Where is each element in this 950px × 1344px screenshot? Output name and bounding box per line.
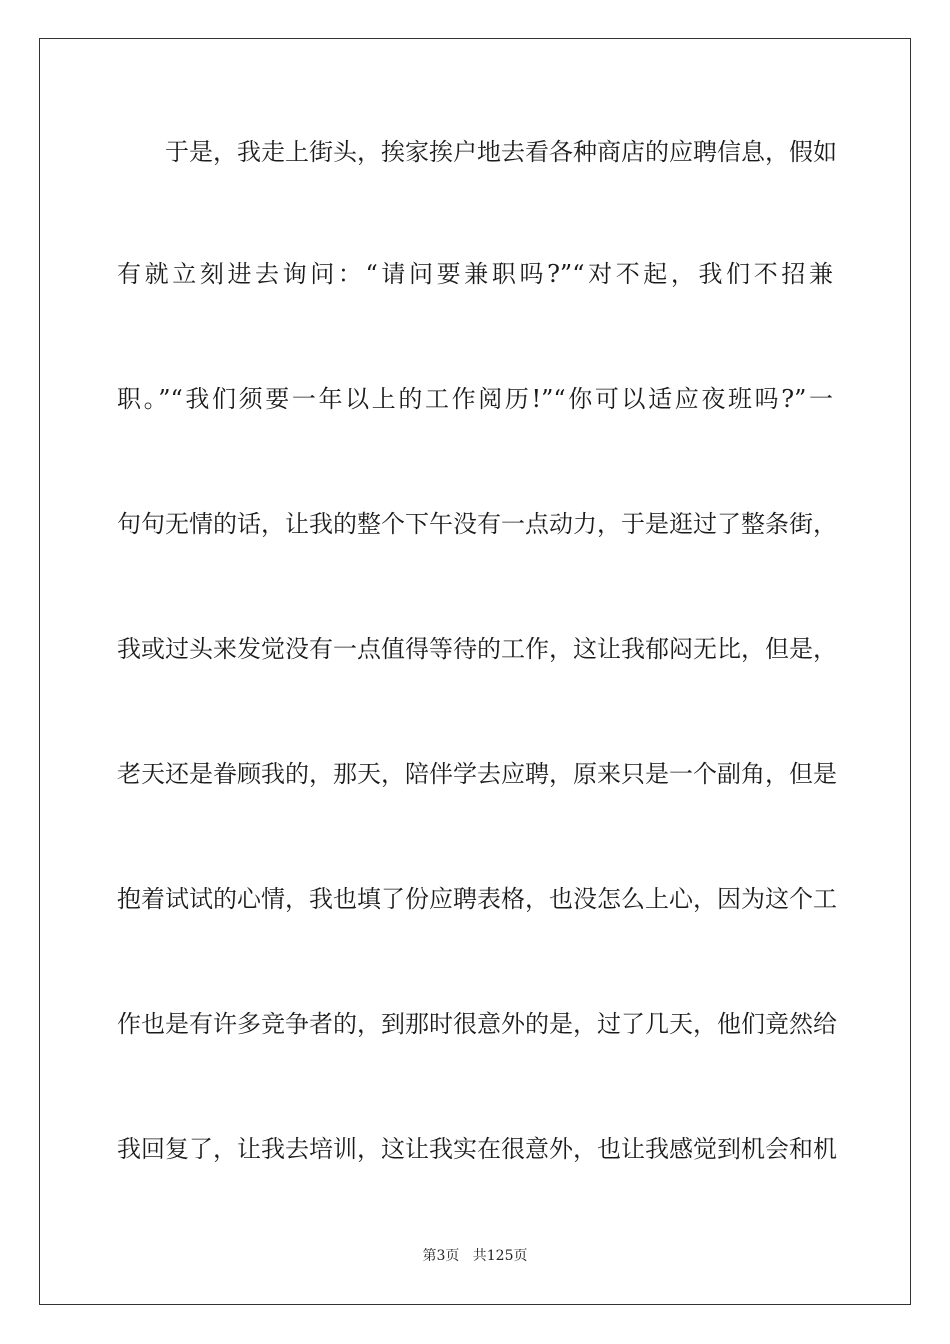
page-border — [39, 38, 911, 1305]
paragraph-line-5: 我或过头来发觉没有一点值得等待的工作，这让我郁闷无比，但是， — [117, 635, 837, 663]
paragraph-line-8: 作也是有许多竞争者的，到那时很意外的是，过了几天，他们竟然给 — [117, 1010, 837, 1038]
page-footer — [0, 1247, 950, 1265]
page-total: 共125页 — [472, 1248, 528, 1264]
page-number: 第3页 — [422, 1248, 460, 1264]
paragraph-line-9: 我回复了，让我去培训，这让我实在很意外，也让我感觉到机会和机 — [117, 1135, 837, 1163]
paragraph-line-1: 于是，我走上街头，挨家挨户地去看各种商店的应聘信息，假如 — [165, 138, 837, 166]
paragraph-line-6: 老天还是眷顾我的，那天，陪伴学去应聘，原来只是一个副角，但是 — [117, 760, 837, 788]
paragraph-line-2: 有就立刻进去询问：“请问要兼职吗?”“对不起，我们不招兼 — [117, 260, 833, 288]
paragraph-line-4: 句句无情的话，让我的整个下午没有一点动力，于是逛过了整条街， — [117, 510, 837, 538]
paragraph-line-3: 职。”“我们须要一年以上的工作阅历!”“你可以适应夜班吗?”一 — [117, 385, 833, 413]
paragraph-line-7: 抱着试试的心情，我也填了份应聘表格，也没怎么上心，因为这个工 — [117, 885, 837, 913]
